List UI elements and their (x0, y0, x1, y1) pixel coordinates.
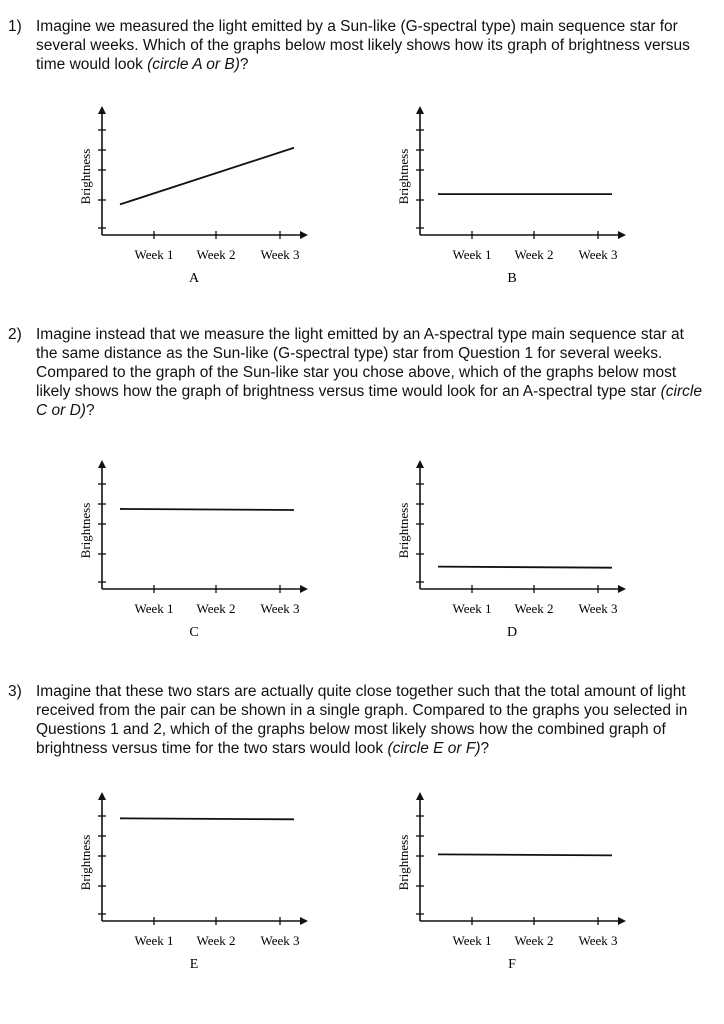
data-line (120, 148, 294, 205)
y-axis-label: Brightness (396, 502, 411, 559)
y-axis-label: Brightness (78, 148, 93, 205)
y-axis-arrow (98, 460, 106, 468)
x-tick-label: Week 1 (134, 247, 174, 262)
graph-label: B (507, 271, 517, 286)
y-axis-label: Brightness (396, 148, 411, 205)
x-tick-label: Week 2 (514, 601, 554, 616)
x-axis-arrow (300, 585, 308, 593)
brightness-graph (394, 786, 639, 976)
graph-b (394, 100, 639, 290)
graph-label: C (189, 625, 199, 640)
choice-hint: (circle E or F) (387, 740, 481, 757)
graph-label: E (189, 957, 199, 972)
question-text: Imagine that these two stars are actually quite close together such that the total amount of light received from the pair can be shown in a single graph. Compared to the graphs you selected in Questions 1 and 2, which of the graphs below most likely shows how the combined graph of brightness versus time for the two stars would look (36, 683, 688, 757)
data-line (120, 818, 294, 819)
question-text: Imagine we measured the light emitted by a Sun-like (G-spectral type) main sequence star for several weeks. Which of the graphs below most likely shows how its graph of brightness versus time would look (36, 18, 690, 73)
graph-label: F (508, 957, 516, 972)
x-tick-label: Week 2 (196, 933, 236, 948)
y-axis-arrow (416, 792, 424, 800)
x-tick-label: Week 1 (452, 601, 492, 616)
question-text: Imagine instead that we measure the light emitted by an A-spectral type main sequence star at the same distance as the Sun-like (G-spectral type) star from Question 1 for several weeks. Compared to the graph of the Sun-like star you chose above, which of the graphs below most likely shows how the graph of brightness versus time would look for an A-spectral type star (36, 326, 684, 400)
y-axis-label: Brightness (78, 502, 93, 559)
question-number: 3) (8, 683, 22, 700)
y-axis-arrow (416, 460, 424, 468)
y-axis-arrow (416, 106, 424, 114)
x-tick-label: Week 3 (260, 933, 300, 948)
question-3: 3) Imagine that these two stars are actually quite close together such that the total amount of light received from the pair can be shown in a single graph. Compared to the graphs you selected in Questions 1 and 2, which of the graphs below most likely shows how the combined graph of brightness versus time for the two stars would look (circle E or F)? (8, 683, 688, 757)
x-tick-label: Week 3 (578, 933, 618, 948)
x-tick-label: Week 2 (196, 247, 236, 262)
graph-c (76, 454, 321, 644)
x-axis-arrow (618, 585, 626, 593)
graph-e (76, 786, 321, 976)
x-axis-arrow (618, 231, 626, 239)
graph-f (394, 786, 639, 976)
y-axis-arrow (98, 792, 106, 800)
x-axis-arrow (300, 917, 308, 925)
y-axis-label: Brightness (78, 834, 93, 891)
x-tick-label: Week 2 (196, 601, 236, 616)
question-2: 2) Imagine instead that we measure the light emitted by an A-spectral type main sequence star at the same distance as the Sun-like (G-spectral type) star from Question 1 for several weeks. Compared to the graph of the Sun-like star you chose above, which of the graphs below most likely shows how the graph of brightness versus time would look for an A-spectral type star (circle C or D)? (8, 326, 702, 419)
question-1: 1) Imagine we measured the light emitted by a Sun-like (G-spectral type) main sequence star for several weeks. Which of the graphs below most likely shows how its graph of brightness versus time would look (circle A or B)? (8, 18, 690, 73)
x-axis-arrow (300, 231, 308, 239)
question-number: 1) (8, 18, 22, 35)
x-tick-label: Week 1 (452, 247, 492, 262)
x-axis-arrow (618, 917, 626, 925)
x-tick-label: Week 2 (514, 933, 554, 948)
graph-label: A (188, 271, 200, 286)
x-tick-label: Week 3 (260, 601, 300, 616)
question-number: 2) (8, 326, 22, 343)
brightness-graph (394, 100, 639, 290)
x-tick-label: Week 3 (260, 247, 300, 262)
choice-hint: (circle C or D) (36, 383, 702, 419)
x-tick-label: Week 2 (514, 247, 554, 262)
brightness-graph (76, 454, 321, 644)
y-axis-label: Brightness (396, 834, 411, 891)
x-tick-label: Week 3 (578, 601, 618, 616)
y-axis-arrow (98, 106, 106, 114)
graph-label: D (506, 625, 518, 640)
data-line (438, 567, 612, 568)
x-tick-label: Week 3 (578, 247, 618, 262)
data-line (120, 509, 294, 510)
brightness-graph (76, 786, 321, 976)
x-tick-label: Week 1 (452, 933, 492, 948)
x-tick-label: Week 1 (134, 933, 174, 948)
x-tick-label: Week 1 (134, 601, 174, 616)
choice-hint: (circle A or B) (147, 56, 240, 73)
brightness-graph (394, 454, 639, 644)
graph-a (76, 100, 321, 290)
graph-d (394, 454, 639, 644)
data-line (438, 854, 612, 855)
brightness-graph (76, 100, 321, 290)
